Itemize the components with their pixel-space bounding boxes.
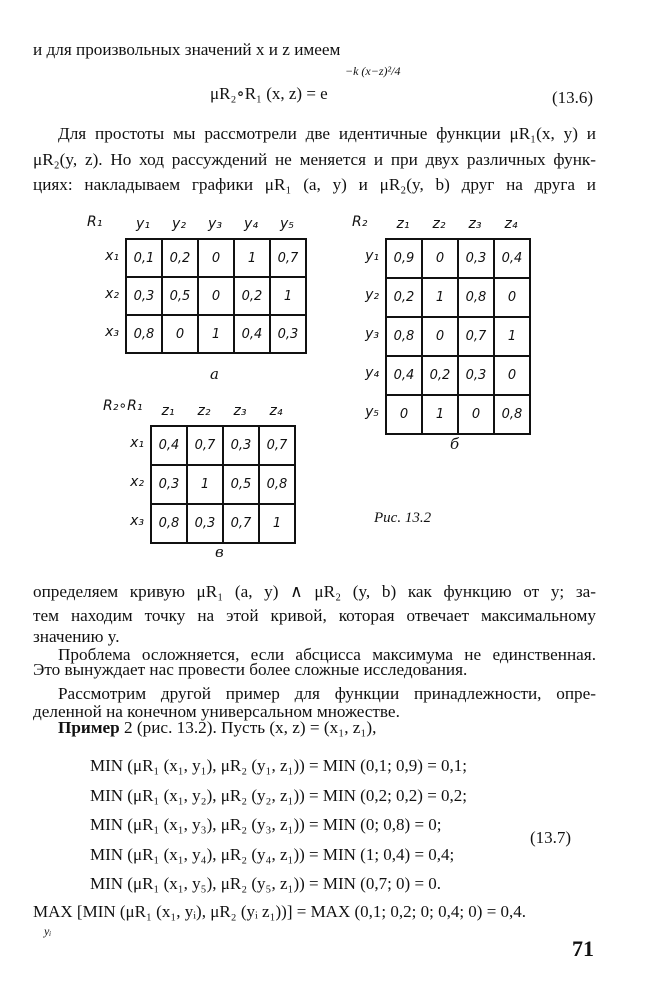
- table-a-cell: 1: [270, 277, 306, 315]
- table-a-row-header: x₁: [105, 248, 119, 264]
- table-b-cell: 0,4: [494, 239, 530, 278]
- table-b-cell: 0,3: [458, 356, 494, 395]
- table-b-label: б: [450, 435, 460, 453]
- table-b-col-header: z₁: [396, 216, 410, 232]
- table-a-col-header: y₃: [208, 216, 222, 232]
- table-a-label: а: [210, 365, 219, 383]
- intro-line: и для произвольных значений x и z имеем: [33, 40, 341, 59]
- table-a-cell: 1: [234, 239, 270, 277]
- table-a-cell: 0,3: [126, 277, 162, 315]
- table-b-cell: 0,8: [458, 278, 494, 317]
- table-c-cell: 0,8: [259, 465, 295, 504]
- table-c: [150, 425, 296, 544]
- eq137-line-5: MIN (μR₁ (x₁, y₅), μR₂ (y₅, z₁)) = MIN (0,7; 0) = 0.: [90, 874, 442, 893]
- table-a-cell: 0,4: [234, 315, 270, 353]
- para5-line1: Рассмотрим другой пример для функции принадлежности, опре-: [58, 684, 596, 703]
- table-c-cell: 0,4: [151, 426, 187, 465]
- table-a-cell: 0,8: [126, 315, 162, 353]
- table-b-row-header: y₅: [365, 404, 379, 420]
- table-b-row: [386, 356, 530, 395]
- table-a-cell: 0: [162, 315, 198, 353]
- table-b-row: [386, 278, 530, 317]
- para4-line2: Это вынуждает нас провести более сложные исследования.: [33, 660, 468, 679]
- table-b-cell: 1: [422, 395, 458, 434]
- table-a-cell: 0: [198, 239, 234, 277]
- table-b-row-header: y₂: [365, 287, 379, 303]
- para2-line1: Для простоты мы рассмотрели две идентичные функции μR₁(x, y) и: [58, 124, 596, 143]
- page-number: 71: [572, 936, 594, 961]
- table-b-row-header: y₃: [365, 326, 379, 342]
- table-a-cell: 0,5: [162, 277, 198, 315]
- table-c-col-header: z₃: [233, 403, 247, 419]
- eq136-exponent: −k (x−z)²/4: [345, 64, 401, 78]
- eq137-number: (13.7): [530, 828, 572, 847]
- table-c-row: [151, 465, 295, 504]
- table-b-cell: 0: [458, 395, 494, 434]
- table-a-col-header: y₁: [136, 216, 150, 232]
- table-b-corner-label: R₂: [352, 214, 368, 230]
- table-b-cell: 0,2: [386, 278, 422, 317]
- para2-line2: μR₂(y, z). Но ход рассуждений не меняется и при двух различных функ-: [33, 150, 596, 169]
- eq137-line-1: MIN (μR₁ (x₁, y₁), μR₂ (y₁, z₁)) = MIN (0,1; 0,9) = 0,1;: [90, 756, 468, 775]
- table-c-cell: 0,7: [223, 504, 259, 543]
- table-b-cell: 0,8: [494, 395, 530, 434]
- table-a: [125, 238, 307, 354]
- table-b-row-header: y₄: [365, 365, 379, 381]
- para5-line2: деленной на конечном универсальном множестве.: [33, 702, 400, 721]
- table-a-corner-label: R₁: [87, 214, 103, 230]
- table-c-col-header: z₁: [161, 403, 175, 419]
- table-c-cell: 0,8: [151, 504, 187, 543]
- example-text: 2 (рис. 13.2). Пусть (x, z) = (x₁, z₁),: [119, 718, 377, 737]
- table-a-row: [126, 315, 306, 353]
- table-a-cell: 1: [198, 315, 234, 353]
- table-a-row-header: x₂: [105, 286, 119, 302]
- eq137-line-2: MIN (μR₁ (x₁, y₂), μR₂ (y₂, z₁)) = MIN (0,2; 0,2) = 0,2;: [90, 786, 468, 805]
- table-c-row-header: x₂: [130, 474, 144, 490]
- table-a-col-header: y₄: [244, 216, 258, 232]
- table-b-cell: 0: [422, 239, 458, 278]
- table-b-cell: 0,2: [422, 356, 458, 395]
- eq137-line-4: MIN (μR₁ (x₁, y₄), μR₂ (y₄, z₁)) = MIN (1; 0,4) = 0,4;: [90, 845, 455, 864]
- table-a-cell: 0,2: [162, 239, 198, 277]
- table-c-row: [151, 426, 295, 465]
- table-b-row: [386, 395, 530, 434]
- para3-line1: определяем кривую μR₁ (a, y) ∧ μR₂ (y, b) как функцию от y; за-: [33, 582, 596, 601]
- table-a-row-header: x₃: [105, 324, 119, 340]
- table-c-cell: 0,7: [187, 426, 223, 465]
- table-b-col-header: z₃: [468, 216, 482, 232]
- table-b-cell: 1: [494, 317, 530, 356]
- table-b-cell: 0,9: [386, 239, 422, 278]
- table-b-cell: 1: [422, 278, 458, 317]
- table-b-cell: 0,8: [386, 317, 422, 356]
- table-a-cell: 0,7: [270, 239, 306, 277]
- table-c-col-header: z₄: [269, 403, 283, 419]
- table-c-cell: 0,5: [223, 465, 259, 504]
- table-a-row: [126, 277, 306, 315]
- table-a-cell: 0,2: [234, 277, 270, 315]
- table-c-label: в: [215, 543, 224, 561]
- table-c-row: [151, 504, 295, 543]
- table-b-cell: 0: [494, 278, 530, 317]
- table-b-cell: 0: [422, 317, 458, 356]
- eq136-lhs: μR₂∘R₁ (x, z) = e: [210, 84, 328, 103]
- para4-line1: Проблема осложняется, если абсцисса максимума не единственная.: [58, 645, 596, 664]
- para3-line3: значению y.: [33, 627, 120, 646]
- equation-13-6: [210, 84, 328, 104]
- table-a-col-header: y₂: [172, 216, 186, 232]
- table-b-cell: 0,7: [458, 317, 494, 356]
- table-a-col-header: y₅: [280, 216, 294, 232]
- table-b: [385, 238, 531, 435]
- table-b-cell: 0,4: [386, 356, 422, 395]
- table-c-cell: 1: [259, 504, 295, 543]
- eq137-line-3: MIN (μR₁ (x₁, y₃), μR₂ (y₃, z₁)) = MIN (0; 0,8) = 0;: [90, 815, 442, 834]
- table-b-row: [386, 317, 530, 356]
- table-c-cell: 0,3: [223, 426, 259, 465]
- para3-line2: тем находим точку на этой кривой, которая отвечает максимальному: [33, 606, 596, 625]
- table-b-row: [386, 239, 530, 278]
- table-b-col-header: z₂: [432, 216, 446, 232]
- table-c-cell: 1: [187, 465, 223, 504]
- table-c-row-header: x₃: [130, 513, 144, 529]
- table-a-cell: 0,1: [126, 239, 162, 277]
- figure-caption: Рис. 13.2: [374, 510, 432, 526]
- example-label: Пример: [58, 718, 120, 737]
- table-c-cell: 0,3: [187, 504, 223, 543]
- table-a-row: [126, 239, 306, 277]
- table-b-cell: 0,3: [458, 239, 494, 278]
- table-c-col-header: z₂: [197, 403, 211, 419]
- table-b-row-header: y₁: [365, 248, 379, 264]
- table-a-cell: 0: [198, 277, 234, 315]
- table-c-corner-label: R₂∘R₁: [103, 398, 143, 414]
- table-b-cell: 0: [386, 395, 422, 434]
- eq137-max-subscript: yᵢ: [44, 924, 52, 938]
- example-line: [58, 718, 376, 738]
- table-b-col-header: z₄: [504, 216, 518, 232]
- table-b-cell: 0: [494, 356, 530, 395]
- para2-line3: циях: накладываем графики μR₁ (a, y) и μR₂(y, b) друг на друга и: [33, 175, 596, 194]
- table-c-cell: 0,7: [259, 426, 295, 465]
- table-c-cell: 0,3: [151, 465, 187, 504]
- eq137-max-line: MAX [MIN (μR₁ (x₁, yᵢ), μR₂ (yᵢ z₁))] = MAX (0,1; 0,2; 0; 0,4; 0) = 0,4.: [33, 902, 527, 921]
- table-a-cell: 0,3: [270, 315, 306, 353]
- table-c-row-header: x₁: [130, 435, 144, 451]
- eq136-number: (13.6): [552, 88, 594, 107]
